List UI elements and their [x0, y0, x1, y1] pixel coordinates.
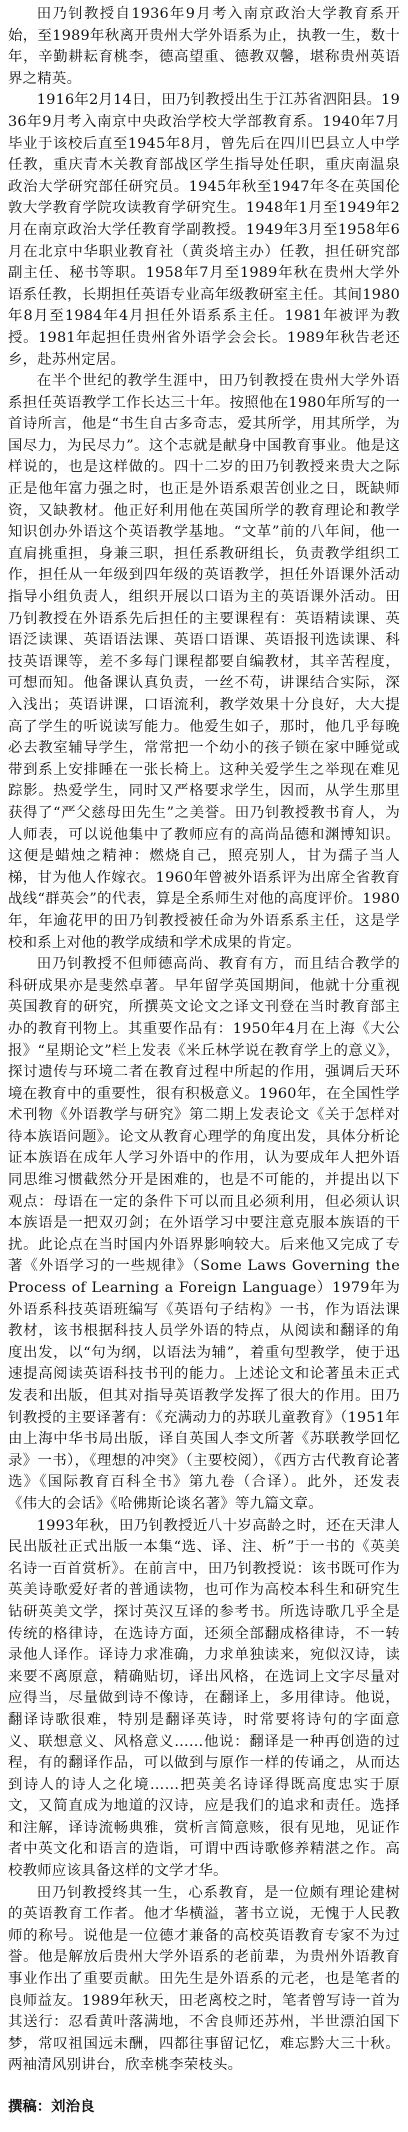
intro-paragraph: 田乃钊教授自1936年9月考入南京政治大学教育系开始，至1989年秋离开贵州大学外语系为止，执教一生，数十年，辛勤耕耘育桃李，德高望重、德教双馨，堪称贵州英语界之精英。 [8, 6, 400, 87]
author-credit: 撰稿：刘治良 [8, 2099, 95, 2115]
biography-paragraph: 1916年2月14日，田乃钊教授出生于江苏省泗阳县。1936年9月考入南京中央政治学校大学部教育系。1940年7月毕业于该校后直至1945年8月，曾先后在四川巴县立人中学任教，重庆青木关教育部战区学生指导处任职，重庆南温泉政治大学研究部任研究员。1945年秋至1947年冬在英国伦敦大学教育学院攻读教育学研究生。1948年1月至1949年2月在南京政治大学任教育学副教授。1949年3月至1958年6月在北京中华职业教育社（黄炎培主办）任教，担任研究部副主任、秘书等职。1958年7月至1989年秋在贵州大学外语系任教，长期担任英语专业高年级教研室主任。其间1980年8月至1984年4月担任外语系系主任。1981年被评为教授。1981年起担任贵州省外语学会会长。1989年秋告老还乡，赴苏州定居。 [8, 92, 400, 368]
poetry-book-paragraph: 1993年秋，田乃钊教授近八十岁高龄之时，还在天津人民出版社正式出版一本集“选、译、注、析”于一书的《英美名诗一百首赏析》。在前言中，田乃钊教授说：该书既可作为英美诗歌爱好者的普通读物，也可作为高校本科生和研究生钻研英美文学，探讨英汉互译的参考书。所选诗歌几乎全是传统的格律诗，在选诗方面，还须全部翻成格律诗，不一转录他人译作。译诗力求准确，力求单独读来，宛似汉诗，读来要不离原意，精确贴切，译出风格，在选词上文字尽量对应得当，尽量做到诗不像诗，在翻译上，多用律诗。他说，翻译诗歌很难，特别是翻译英诗，时常要将诗句的字面意义、联想意义、风格意义……他说：翻译是一种再创造的过程，有的翻译作品，可以做到与原作一样的传诵之，从而达到诗人的诗人之化境……把英美名诗译得既高度忠实于原文，又简直成为地道的汉诗，应是我们的追求和责任。选择和注解，译诗流畅典雅，赏析言简意赅，很有见地，见证作者中英文化和语言的造诣，可谓中西诗歌修养精湛之作。高校教师应该具备这样的文学才华。 [8, 1517, 400, 1880]
tribute-paragraph: 田乃钊教授终其一生，心系教育，是一位颇有理论建树的英语教育工作者。他才华横溢，著书立说，无愧于人民教师的称号。说他是一位德才兼备的高校英语教育专家不为过誉。他是解放后贵州大学外语系的老前辈，为贵州外语教育事业作出了重要贡献。田先生是外语系的元老，也是笔者的良师益友。1989年秋天，田老离校之时，笔者曾写诗一首为其送行：忍看黄叶落满地，不舍良师还苏州，半世漂泊国下梦，常叹祖国远未酬，四都往事留记忆，难忘黔大三十秋。两袖清风别讲台，欣幸桃李荣枝头。 [8, 1884, 400, 2074]
teaching-career-paragraph: 在半个世纪的教学生涯中，田乃钊教授在贵州大学外语系担任英语教学工作长达三十年。按照他在1980年所写的一首诗所言，他是“书生自古多奇志，爱其所学，用其所学，为国尽力，为民尽力”。这个志就是献身中国教育事业。他是这样说的，也是这样做的。四十二岁的田乃钊教授来贵大之际正是他年富力强之时，也正是外语系艰苦创业之日，既缺师资，又缺教材。他正好利用他在英国所学的教育理论和教学知识创办外语这个英语教学基地。“文革”前的八年间，他一直肩挑重担，身兼三职，担任系教研组长，负责教学组织工作，担任从一年级到四年级的英语教学，担任外语课外活动指导小组负责人，组织开展以口语为主的英语课外活动。田乃钊教授在外语系先后担任的主要课程有：英语精读课、英语泛读课、英语语法课、英语口语课、英语报刊选读课、科技英语课等，差不多每门课程都要自编教材，其辛苦程度，可想而知。他备课认真负责，一丝不苟，讲课结合实际，深入浅出；英语讲课，口语流利，教学效果十分良好，大大提高了学生的听说读写能力。他爱生如子，那时，他几乎每晚必去教室辅导学生，常常把一个幼小的孩子锁在家中睡觉或带到系上安排睡在一张长椅上。这种关爱学生之举现在难见踪影。热爱学生，同时又严格要求学生，因而，从学生那里获得了“严父慈母田先生”之美誉。田乃钊教授教书育人，为人师表，可以说他集中了教师应有的高尚品德和渊博知识。这便是蜡烛之精神：燃烧自己，照亮别人，甘为孺子当人梯，甘为他人作嫁衣。1960年曾被外语系评为出席全省教育战线“群英会”的代表，算是全系师生对他的高度评价。1980年，年逾花甲的田乃钊教授被任命为外语系系主任，这是学校和系上对他的教学成绩和学术成果的肯定。 [8, 373, 400, 951]
research-works-paragraph: 田乃钊教授不但师德高尚、教育有方，而且结合教学的科研成果亦是斐然卓著。早年留学英国期间，他就十分重视英国教育的研究，所撰英文论文之译文刊登在当时教育部主办的教育刊物上。其重要作品有：1950年4月在上海《大公报》“星期论文”栏上发表《米丘林学说在教育学上的意义》，探讨遗传与环境二者在教育过程中所起的作用，强调后天环境在教育中的重要性，很有积极意义。1960年，在全国性学术刊物《外语教学与研究》第二期上发表论文《关于怎样对待本族语问题》。论文从教育心理学的角度出发，具体分析论证本族语在成年人学习外语中的作用，认为要成年人把外语同思维习惯截然分开是困难的，也是不可能的，并提出以下观点：母语在一定的条件下可以而且必须利用，但必须认识本族语是一把双刃剑；在外语学习中要注意克服本族语的干扰。此论点在当时国内外语界影响较大。后来他又完成了专著《外语学习的一些规律》（Some Laws Governing the Process of Learning a Foreign Language）1979年为外语系科技英语班编写《英语句子结构》一书，作为语法课教材，该书根据科技人员学外语的特点，从阅读和翻译的角度出发，以“句为纲，以语法为辅”，着重句型教学，使于迅速提高阅读英语科技书刊的能力。上述论文和论著虽未正式发表和出版，但其对指导英语教学发挥了很大的作用。田乃钊教授的主要译著有：《充满动力的苏联儿童教育》（1951年由上海中华书局出版，译自英国人李文所著《苏联教学回忆录》一书），《理想的冲突》（主要校阅），《西方古代教育论著选》《国际教育百科全书》第九卷（合译）。此外，还发表《伟大的会话》《哈佛斯论谈名著》等九篇文章。 [8, 956, 400, 1512]
